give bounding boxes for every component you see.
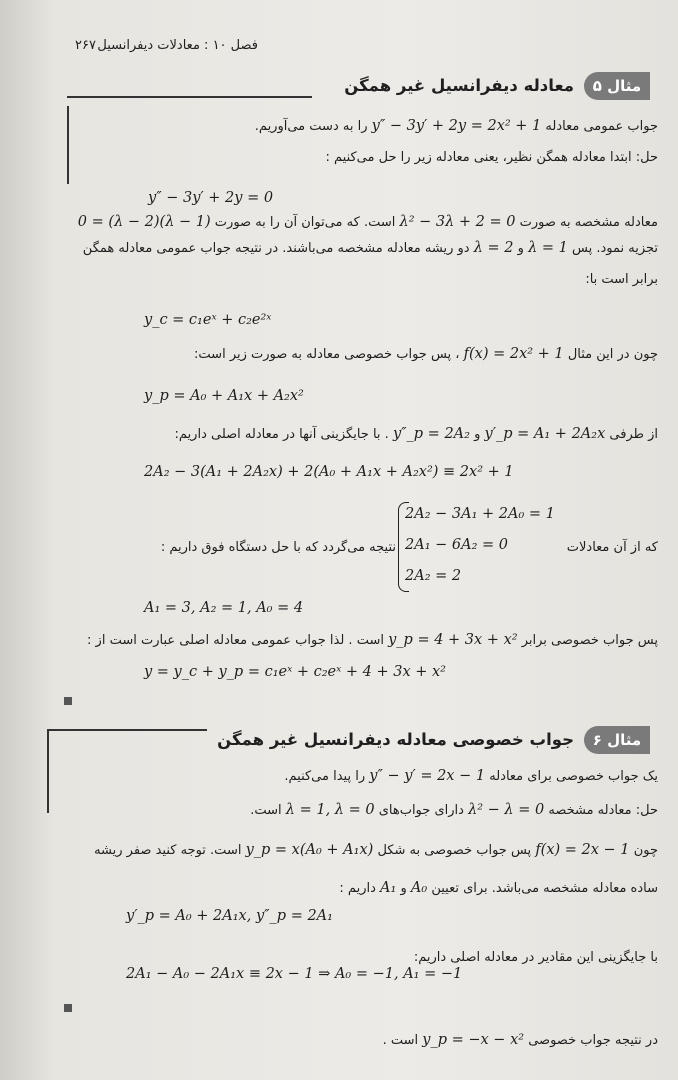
ex5-system-eq-1: 2A₂ − 3A₁ + 2A₀ = 1: [405, 506, 555, 522]
ex5-line-4: [83, 240, 658, 256]
ex6-l3-math: f(x) = 2x − 1: [535, 842, 630, 858]
ex6-l1-text: یک جواب خصوصی برای معادله: [489, 769, 658, 784]
ex5-l7-math: y′_p = A₁ + 2A₂x: [484, 426, 606, 442]
example-6-frame-left: [47, 729, 49, 813]
ex5-l6-tail: ، پس جواب خصوصی معادله به صورت زیر است:: [194, 347, 460, 362]
ex5-l7-mid: و: [474, 427, 481, 442]
ex5-l7-tail: . با جایگزینی آنها در معادله اصلی داریم:: [174, 427, 389, 442]
ex6-l4-mid: و: [400, 881, 407, 896]
example-6-title: جواب خصوصی معادله دیفرانسیل غیر همگن: [217, 730, 574, 749]
ex5-l7-text: از طرفی: [609, 427, 658, 442]
ex6-l6-text: در نتیجه جواب خصوصی: [528, 1033, 658, 1048]
ex5-l3-math: λ² − 3λ + 2 = 0: [399, 214, 516, 230]
ex5-l6-math: f(x) = 2x² + 1: [463, 346, 564, 362]
ex5-line-1: [255, 118, 658, 134]
ex6-line-3: [94, 842, 658, 858]
example-5-badge: [584, 72, 650, 100]
ex6-eq-derivatives: y′_p = A₀ + 2A₁x, y″_p = 2A₁: [126, 908, 333, 924]
ex5-line-3: [78, 214, 658, 230]
ex5-line-7: [175, 426, 658, 442]
ex6-line-5: با جایگزینی این مقادیر در معادله اصلی داریم:: [413, 950, 658, 965]
example-6-badge-label: مثال ۶: [592, 731, 642, 749]
ex6-l2-mid: دارای جواب‌های: [378, 803, 464, 818]
ex6-line-4: [339, 880, 658, 896]
ex5-l3-math2: (λ − 1)(λ − 2) = 0: [77, 214, 211, 230]
ex5-l3-text: معادله مشخصه به صورت: [519, 215, 658, 230]
page-number: ۲۶۷: [75, 38, 96, 53]
ex5-l4-text: تجزیه نمود. پس: [572, 241, 658, 256]
ex6-l4-math2: A₁: [380, 880, 397, 896]
ex5-eq-yc: y_c = c₁eˣ + c₂e²ˣ: [144, 312, 272, 328]
ex5-end-mark: [64, 697, 72, 705]
ex5-l9-text: پس جواب خصوصی برابر: [521, 633, 658, 648]
ex5-l4-tail: دو ریشه معادله مشخصه می‌باشند. در نتیجه جواب عمومی معادله همگن: [82, 241, 470, 256]
ex6-l4-math: A₀: [410, 880, 428, 896]
example-5-title: معادله دیفرانسیل غیر همگن: [344, 76, 574, 95]
ex5-eq-substitution: 2A₂ − 3(A₁ + 2A₂x) + 2(A₀ + A₁x + A₂x²) ≡ 2x² + 1: [144, 464, 514, 480]
example-5-frame-top: [67, 96, 312, 98]
ex5-line-5: برابر است با:: [585, 272, 658, 287]
ex6-l2-math2: λ = 1, λ = 0: [285, 802, 375, 818]
ex5-l4-math: λ = 1: [528, 240, 568, 256]
ex5-eq-general: y = y_c + y_p = c₁eˣ + c₂eˣ + 4 + 3x + x²: [144, 664, 446, 680]
ex5-system-eq-3: 2A₂ = 2: [405, 568, 462, 584]
example-6-badge: [584, 726, 650, 754]
ex5-l3-tail: است. که می‌توان آن را به صورت: [214, 215, 396, 230]
ex5-eq-homogeneous: y″ − 3y′ + 2y = 0: [148, 190, 274, 206]
example-6-frame-top: [47, 729, 207, 731]
ex6-l1-math: y″ − y′ = 2x − 1: [369, 768, 486, 784]
ex6-l6-math: y_p = −x − x²: [422, 1032, 525, 1048]
ex6-l3-tail: است. توجه کنید صفر ریشه: [94, 843, 242, 858]
ex6-line-6: [383, 1032, 658, 1048]
ex5-l4-math2: λ = 2: [473, 240, 514, 256]
ex5-line-8-prefix: که از آن معادلات: [566, 540, 658, 555]
ex5-l4-mid: و: [517, 241, 524, 256]
ex6-l4-tail: داریم :: [339, 881, 376, 896]
ex6-line-2: [250, 802, 658, 818]
ex5-line-9: [87, 632, 658, 648]
ex6-l3-math2: y_p = x(A₀ + A₁x): [245, 842, 374, 858]
ex5-eq-yp: y_p = A₀ + A₁x + A₂x²: [144, 388, 304, 404]
ex6-l6-tail: است .: [382, 1033, 419, 1048]
ex6-l1-tail: را پیدا می‌کنیم.: [284, 769, 366, 784]
ex5-l1-math: y″ − 3y′ + 2y = 2x² + 1: [371, 118, 542, 134]
ex6-l3-mid: پس جواب خصوصی به شکل: [377, 843, 532, 858]
ex5-line-2: حل: ابتدا معادله همگن نظیر، یعنی معادله زیر را حل می‌کنیم :: [325, 150, 658, 165]
ex5-l9-math: y_p = 4 + 3x + x²: [388, 632, 518, 648]
ex5-l6-text: چون در این مثال: [567, 347, 658, 362]
ex6-end-mark: [64, 1004, 72, 1012]
ex6-l2-math: λ² − λ = 0: [468, 802, 545, 818]
ex5-system-eq-2: 2A₁ − 6A₂ = 0: [405, 537, 508, 553]
ex6-line-1: [284, 768, 658, 784]
ex5-line-6: [194, 346, 658, 362]
ex6-l4-text: ساده معادله مشخصه می‌باشد. برای تعیین: [431, 881, 658, 896]
example-5-frame-left: [67, 106, 69, 184]
ex5-l7-math2: y″_p = 2A₂: [392, 426, 470, 442]
ex5-l1-tail: را به دست می‌آوریم.: [254, 119, 368, 134]
ex5-eq-solution: A₁ = 3, A₂ = 1, A₀ = 4: [144, 600, 304, 616]
ex5-l9-tail: است . لذا جواب عمومی معادله اصلی عبارت است از :: [87, 633, 384, 648]
ex6-l2-tail: است.: [250, 803, 282, 818]
ex6-l2-text: حل: معادله مشخصه: [548, 803, 658, 818]
running-header: فصل ۱۰ : معادلات دیفرانسیل: [97, 38, 258, 53]
ex5-line-8-tail: نتیجه می‌گردد که با حل دستگاه فوق داریم :: [160, 540, 396, 555]
ex6-eq-substitution: 2A₁ − A₀ − 2A₁x ≡ 2x − 1 ⇒ A₀ = −1, A₁ = −1: [126, 966, 463, 982]
ex6-l3-text: چون: [633, 843, 658, 858]
example-5-badge-label: مثال ۵: [592, 77, 642, 95]
ex5-l1-text: جواب عمومی معادله: [545, 119, 658, 134]
